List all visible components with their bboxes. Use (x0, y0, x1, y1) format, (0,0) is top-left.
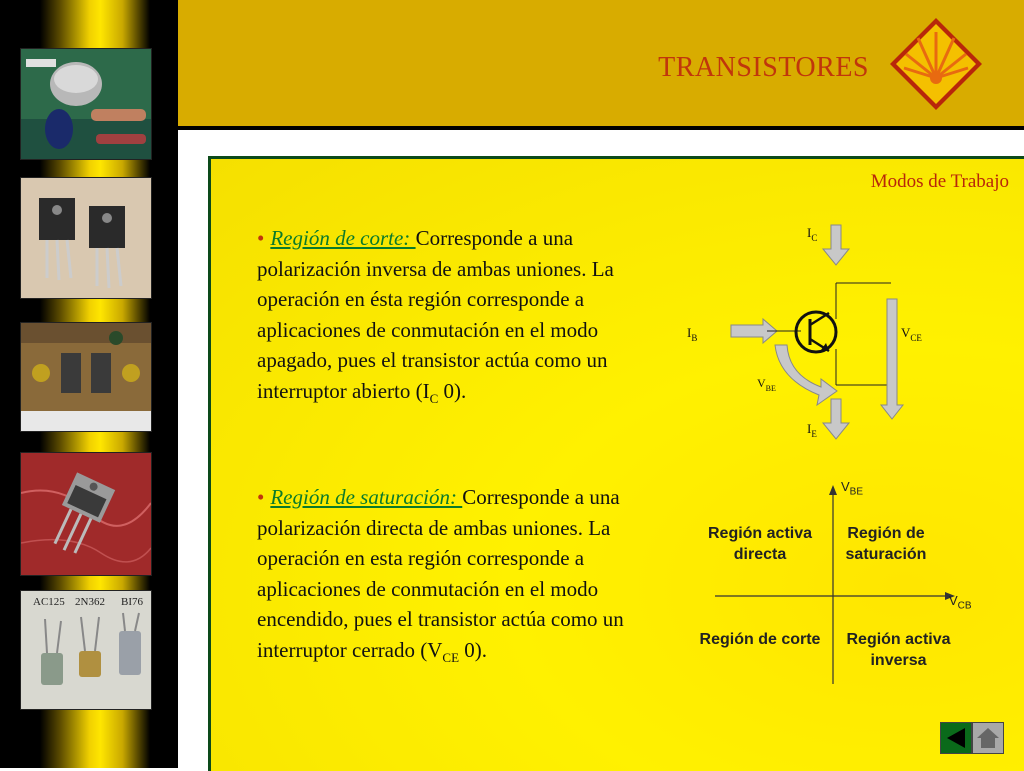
photo-transistor-on-marble (20, 452, 152, 576)
back-arrow-icon (941, 723, 971, 753)
slide-header (178, 0, 1024, 130)
saturation-region-label: Región de saturación (845, 525, 927, 563)
reverse-active-region-label: Región activa inversa (846, 631, 951, 669)
photo-label-ac125: AC125 (33, 596, 65, 608)
ib-label: $I_B$ (687, 325, 698, 343)
saturation-region-text: Corresponde a una polarización directa de ambas uniones. La operación en esta región corresponde a aplicaciones de conmutación en el modo encendido, pues el transistor actúa como un interruptor cerrado (V (257, 485, 624, 662)
sunburst-diamond-icon (888, 16, 984, 112)
operating-regions-diagram (681, 479, 1021, 689)
photo-circuit-components (20, 48, 152, 160)
vbe-arrow-icon (775, 345, 837, 405)
cutoff-region-text: Corresponde a una polarización inversa de ambas uniones. La operación en ésta región corresponde a aplicaciones de conmutación en el modo apagado, pues el transistor actúa como un interruptor abierto (I (257, 226, 614, 403)
photo-small-transistors (20, 590, 152, 710)
saturation-region-sub: CE (442, 649, 460, 665)
photo-label-bi76: BI76 (121, 596, 143, 608)
home-button[interactable] (972, 722, 1004, 754)
back-button[interactable] (940, 722, 972, 754)
cutoff-region-sub: C (429, 390, 439, 406)
ie-label: $I_E$ (807, 421, 817, 439)
content-panel (208, 156, 1024, 771)
saturation-region-term: Región de saturación: (270, 485, 463, 509)
photo-power-transistors (20, 177, 152, 299)
vbe-axis-label: $V_{BE}$ (841, 479, 864, 498)
ic-label: $I_C$ (807, 225, 818, 243)
saturation-region-tail: 0). (459, 637, 488, 662)
transistor-symbol-icon (796, 312, 836, 352)
cutoff-region-term: Región de corte: (270, 226, 416, 250)
saturation-region-paragraph (257, 482, 667, 673)
vce-arrow-icon (881, 299, 903, 419)
photo-circuit-board (20, 322, 152, 432)
photo-label-2n362: 2N362 (75, 596, 105, 608)
left-photo-strip (0, 0, 178, 768)
home-icon (973, 723, 1003, 753)
strip-edge (170, 0, 178, 768)
transistor-circuit-diagram (671, 219, 931, 449)
section-subtitle: Modos de Trabajo (870, 171, 1009, 192)
ie-arrow-icon (823, 399, 849, 439)
active-forward-region-label: Región activa directa (707, 525, 813, 563)
bullet-icon: • (257, 485, 265, 509)
slide-title: TRANSISTORES (658, 52, 869, 83)
ic-arrow-icon (823, 225, 849, 265)
vce-label: $V_{CE}$ (901, 325, 922, 343)
cutoff-region-paragraph (257, 223, 667, 414)
vbe-label: $V_{BE}$ (757, 376, 776, 393)
bullet-icon: • (257, 226, 265, 250)
vcb-axis-label: $V_{CB}$ (949, 593, 972, 612)
cutoff-region-label: Región de corte (699, 631, 821, 648)
cutoff-region-tail: 0). (438, 378, 467, 403)
